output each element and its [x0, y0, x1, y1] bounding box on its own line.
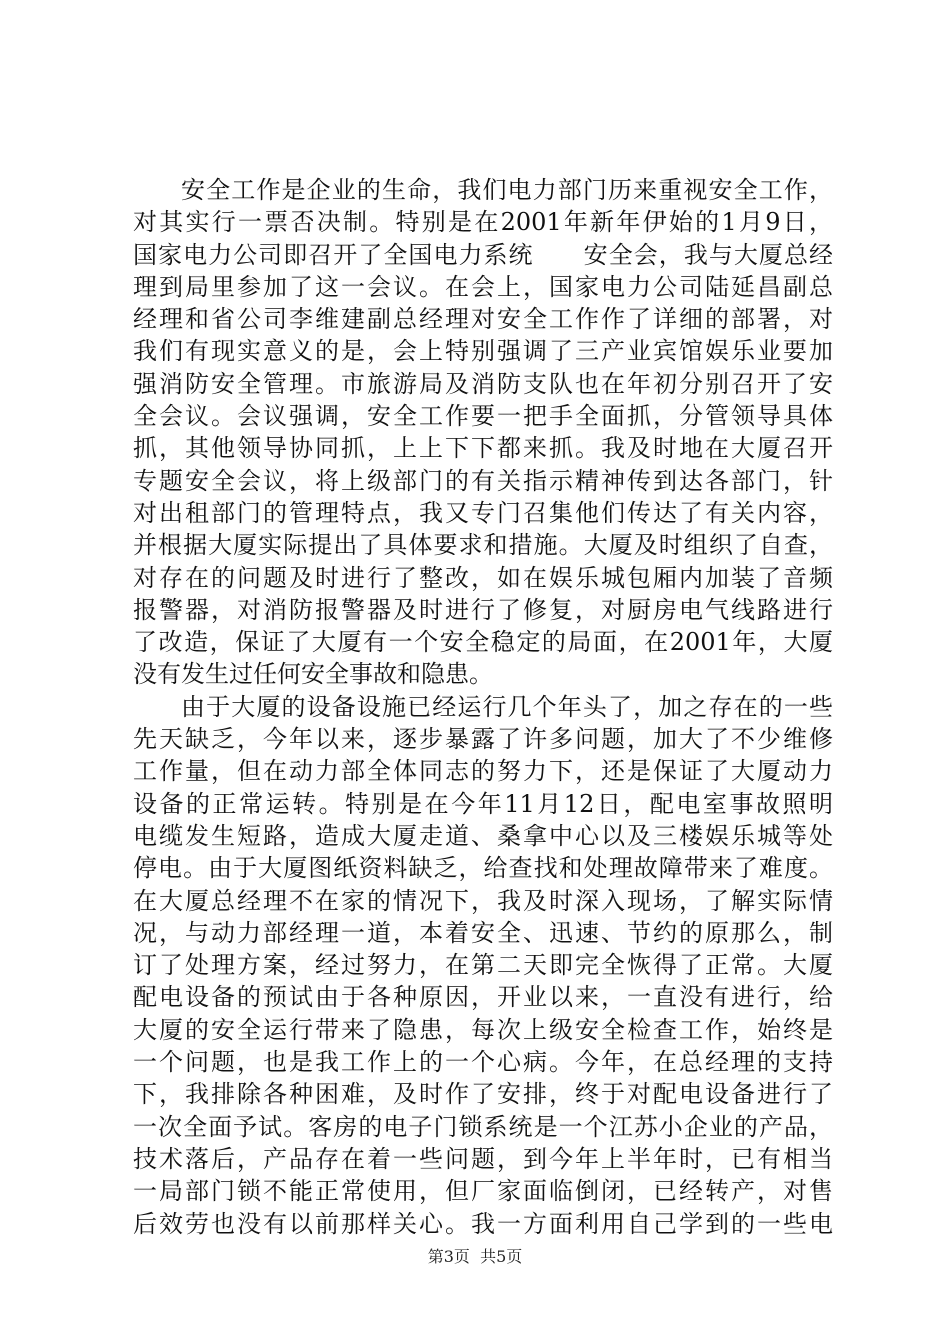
text-line: 电缆发生短路，造成大厦走道、桑拿中心以及三楼娱乐城等处 [133, 821, 833, 850]
text-line: 理到局里参加了这一会议。在会上，国家电力公司陆延昌副总 [133, 272, 833, 301]
text-line: 先天缺乏，今年以来，逐步暴露了许多问题，加大了不少维修 [133, 725, 833, 754]
text-line: 后效劳也没有以前那样关心。我一方面利用自己学到的一些电 [133, 1209, 833, 1238]
text-line: 订了处理方案，经过努力，在第二天即完全恢得了正常。大厦 [133, 951, 833, 980]
text-line: 一次全面予试。客房的电子门锁系统是一个江苏小企业的产品， [133, 1112, 833, 1141]
text-line: 强消防安全管理。市旅游局及消防支队也在年初分别召开了安 [133, 369, 833, 398]
text-line: 一个问题，也是我工作上的一个心病。今年，在总经理的支持 [133, 1048, 833, 1077]
paragraph-2 [133, 691, 833, 1240]
text-line: 停电。由于大厦图纸资料缺乏，给查找和处理故障带来了难度。 [133, 854, 833, 883]
page-footer [0, 1244, 950, 1267]
text-line: 国家电力公司即召开了全国电力系统 安全会，我与大厦总经 [133, 240, 833, 269]
text-line: 对出租部门的管理特点，我又专门召集他们传达了有关内容， [133, 498, 833, 527]
text-line: 了改造，保证了大厦有一个安全稳定的局面，在2001年，大厦 [133, 628, 833, 657]
text-line: 技术落后，产品存在着一些问题，到今年上半年时，已有相当 [133, 1144, 833, 1173]
text-line: 抓，其他领导协同抓，上上下下都来抓。我及时地在大厦召开 [133, 434, 833, 463]
text-line: 大厦的安全运行带来了隐患，每次上级安全检查工作，始终是 [133, 1015, 833, 1044]
footer-gap [470, 1247, 480, 1266]
paragraph-1 [133, 174, 833, 691]
text-line: 工作量，但在动力部全体同志的努力下，还是保证了大厦动力 [133, 757, 833, 786]
text-line: 由于大厦的设备设施已经运行几个年头了，加之存在的一些 [181, 692, 833, 721]
document-body [133, 174, 833, 1240]
text-line: 经理和省公司李维建副总经理对安全工作作了详细的部署，对 [133, 305, 833, 334]
text-line: 没有发生过任何安全事故和隐患。 [133, 660, 493, 689]
text-line: 设备的正常运转。特别是在今年11月12日，配电室事故照明 [133, 789, 833, 818]
text-line: 安全工作是企业的生命，我们电力部门历来重视安全工作， [181, 176, 833, 204]
text-line: 对存在的问题及时进行了整改，如在娱乐城包厢内加装了音频 [133, 563, 833, 592]
text-line: 报警器，对消防报警器及时进行了修复，对厨房电气线路进行 [133, 595, 833, 624]
text-line: 在大厦总经理不在家的情况下，我及时深入现场，了解实际情 [133, 886, 833, 915]
text-line: 一局部门锁不能正常使用，但厂家面临倒闭，已经转产，对售 [133, 1177, 833, 1206]
text-line: 下，我排除各种困难，及时作了安排，终于对配电设备进行了 [133, 1080, 833, 1109]
text-line: 并根据大厦实际提出了具体要求和措施。大厦及时组织了自查， [133, 531, 833, 560]
text-line: 对其实行一票否决制。特别是在2001年新年伊始的1月9日， [133, 208, 833, 237]
text-line: 我们有现实意义的是，会上特别强调了三产业宾馆娱乐业要加 [133, 337, 833, 366]
text-line: 况，与动力部经理一道，本着安全、迅速、节约的原那么，制 [133, 918, 833, 947]
page-total: 共5页 [480, 1247, 523, 1266]
text-line: 配电设备的预试由于各种原因，开业以来，一直没有进行，给 [133, 983, 833, 1012]
text-line: 全会议。会议强调，安全工作要一把手全面抓，分管领导具体 [133, 402, 833, 431]
text-line: 专题安全会议，将上级部门的有关指示精神传到达各部门，针 [133, 466, 833, 495]
page-number: 第3页 [427, 1247, 470, 1266]
